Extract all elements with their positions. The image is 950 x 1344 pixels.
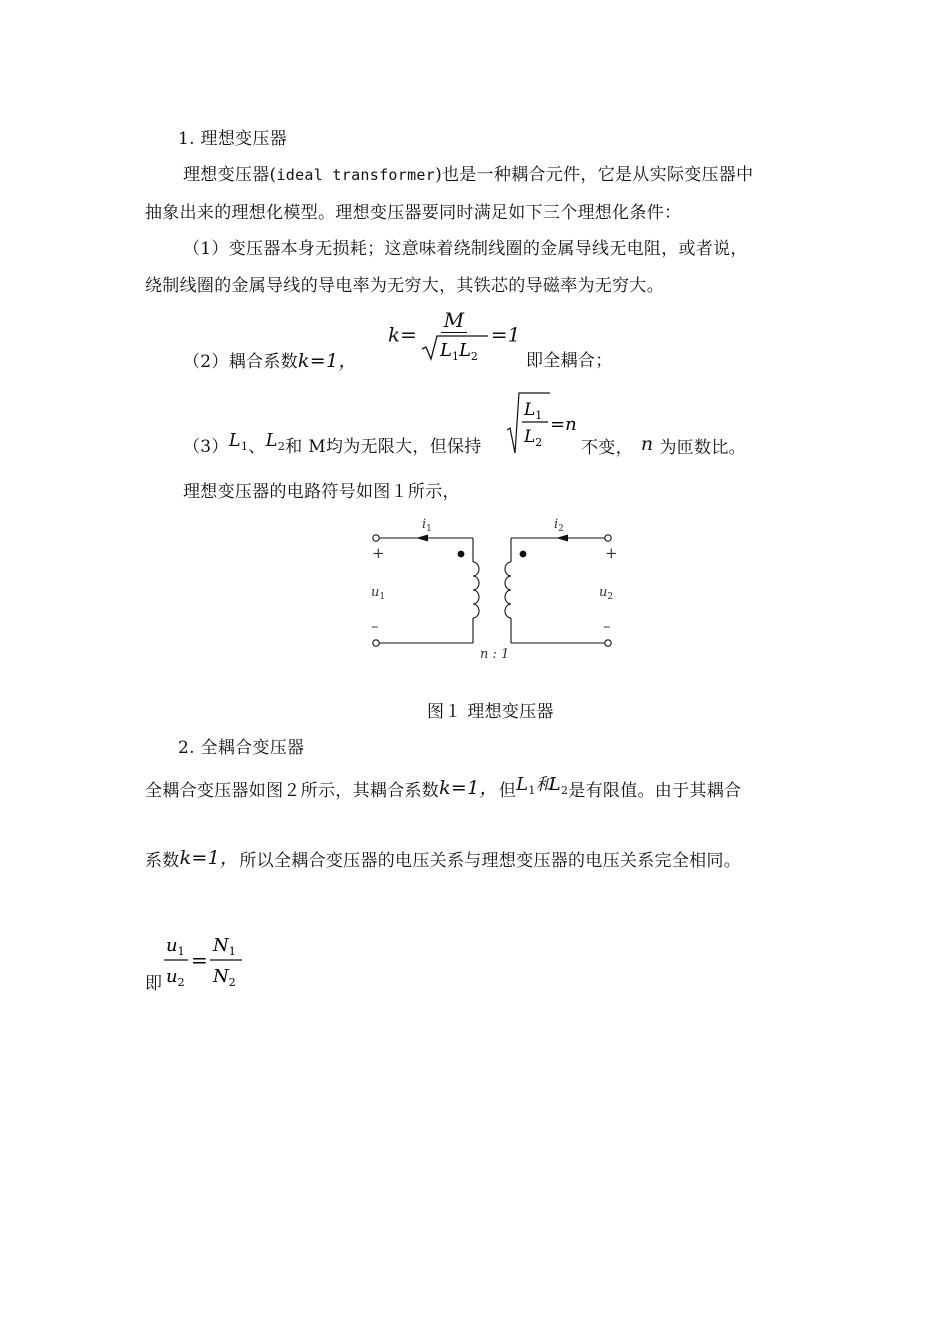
label-u1: $u_1$ [371, 585, 386, 602]
transformer-diagram [362, 512, 622, 662]
voltage-ratio-equation [162, 928, 252, 998]
coupling-formula-rhs: =1 [490, 322, 521, 347]
intro-line-2: 抽象出来的理想化模型。理想变压器要同时满足如下三个理想化条件： [145, 203, 682, 223]
condition-3-suffix-b: 为匝数比。 [659, 438, 746, 458]
section-2-line-1 [145, 774, 742, 808]
svg-text:L1: $L_1$ [524, 400, 543, 422]
terminal-1-bottom [373, 640, 379, 646]
svg-text:=n: =n [550, 414, 577, 435]
section-2-line-1-prefix: 全耦合变压器如图２所示，其耦合系数 [145, 781, 440, 801]
turns-ratio-formula [506, 390, 580, 460]
condition-3-mid: 和 M均为无限大，但保持 [285, 437, 482, 457]
polarity-dot-1 [458, 551, 465, 558]
section-2-k: k=1， [439, 777, 499, 799]
condition-2-prefix: （2）耦合系数 [183, 352, 298, 372]
turns-ratio-label: n : 1 [480, 647, 510, 662]
intro-line-1 [183, 164, 753, 186]
section-heading-1: 1. 理想变压器 [178, 129, 288, 149]
secondary-coil [505, 562, 511, 618]
s2-l2-subscript: 2 [561, 784, 569, 797]
intro-text-a: 理想变压器( [183, 165, 277, 185]
section-2-line-2-k: k=1， [179, 847, 240, 869]
condition-3-suffix-a: 不变， [581, 438, 633, 458]
intro-text-b: )也是一种耦合元件，它是从实际变压器中 [435, 165, 754, 185]
figure-1-circuit [362, 512, 622, 666]
sqrt-fraction [506, 390, 580, 456]
eq-u1: $u_1$ [166, 935, 185, 958]
figure-intro: 理想变压器的电路符号如图１所示， [183, 482, 460, 502]
l1-subscript: 1 [240, 440, 249, 453]
condition-3-prefix: （3） [183, 437, 229, 457]
coupling-formula-lhs: k= [388, 322, 417, 347]
label-i2: $i_2$ [554, 517, 564, 534]
coupling-fraction [417, 308, 491, 361]
coupling-numerator: M [441, 308, 467, 333]
label-u2: $u_2$ [599, 585, 614, 602]
eq-n2: $N_2$ [213, 966, 236, 989]
coupling-formula [388, 308, 520, 361]
coupling-denominator [417, 333, 491, 361]
section-2-line-2 [145, 849, 741, 872]
figure-1-caption: 图１ 理想变压器 [427, 702, 554, 722]
terminal-2-bottom [605, 640, 611, 646]
section-2-line-2-suffix: 所以全耦合变压器的电压关系与理想变压器的电压关系完全相同。 [239, 851, 742, 871]
section-2-but: 但 [498, 781, 517, 801]
s2-l1-subscript: 1 [528, 784, 536, 797]
condition-2 [183, 350, 358, 373]
current-arrow-i2 [556, 535, 568, 542]
condition-3-n: n [640, 433, 654, 455]
terminal-2-top [605, 535, 611, 541]
condition-3-l2 [266, 430, 286, 451]
voltage-ratio-fraction [162, 928, 252, 994]
equation-prefix: 即 [145, 974, 163, 994]
label-i1: $i_1$ [422, 517, 432, 534]
eq-u2: $u_2$ [166, 966, 185, 989]
plus-sign-right: + [605, 544, 618, 562]
s2-l2-symbol: L [548, 774, 561, 795]
intro-text-mono: ideal transformer [276, 166, 436, 184]
condition-3-sep: 、 [248, 437, 266, 457]
minus-sign-left: – [371, 617, 379, 635]
polarity-dot-2 [520, 551, 527, 558]
condition-1-line-1: （1）变压器本身无损耗；这意味着绕制线圈的金属导线无电阻，或者说， [183, 239, 748, 259]
terminal-1-top [373, 535, 379, 541]
condition-3 [183, 430, 482, 464]
sqrt-symbol [420, 333, 488, 361]
svg-text:L1L2: $L_1L_2$ [439, 340, 478, 361]
condition-2-k: k=1， [297, 350, 358, 372]
l1-symbol: L [228, 430, 241, 451]
section-2-l2 [549, 774, 569, 795]
condition-1-line-2: 绕制线圈的金属导线的导电率为无穷大，其铁芯的导磁率为无穷大。 [145, 276, 664, 296]
eq-n1: $N_1$ [213, 935, 236, 958]
l2-symbol: L [265, 430, 278, 451]
condition-2-suffix: 即全耦合； [526, 351, 613, 371]
eq-equals: = [191, 948, 208, 972]
section-heading-2: 2. 全耦合变压器 [178, 738, 305, 758]
current-arrow-i1 [416, 535, 428, 542]
section-2-line-1-suffix: 是有限值。由于其耦合 [568, 781, 742, 801]
condition-3-suffix [581, 433, 746, 459]
l2-subscript: 2 [277, 440, 286, 453]
condition-3-l1 [229, 430, 249, 451]
minus-sign-right: – [603, 617, 611, 635]
primary-coil [473, 562, 479, 618]
section-2-l1 [516, 774, 536, 795]
svg-text:L2: $L_2$ [524, 427, 543, 449]
section-2-line-2-prefix: 系数 [145, 851, 180, 871]
s2-l1-symbol: L [516, 774, 529, 795]
plus-sign-left: + [372, 544, 385, 562]
section-2-and: 和 [535, 775, 549, 795]
